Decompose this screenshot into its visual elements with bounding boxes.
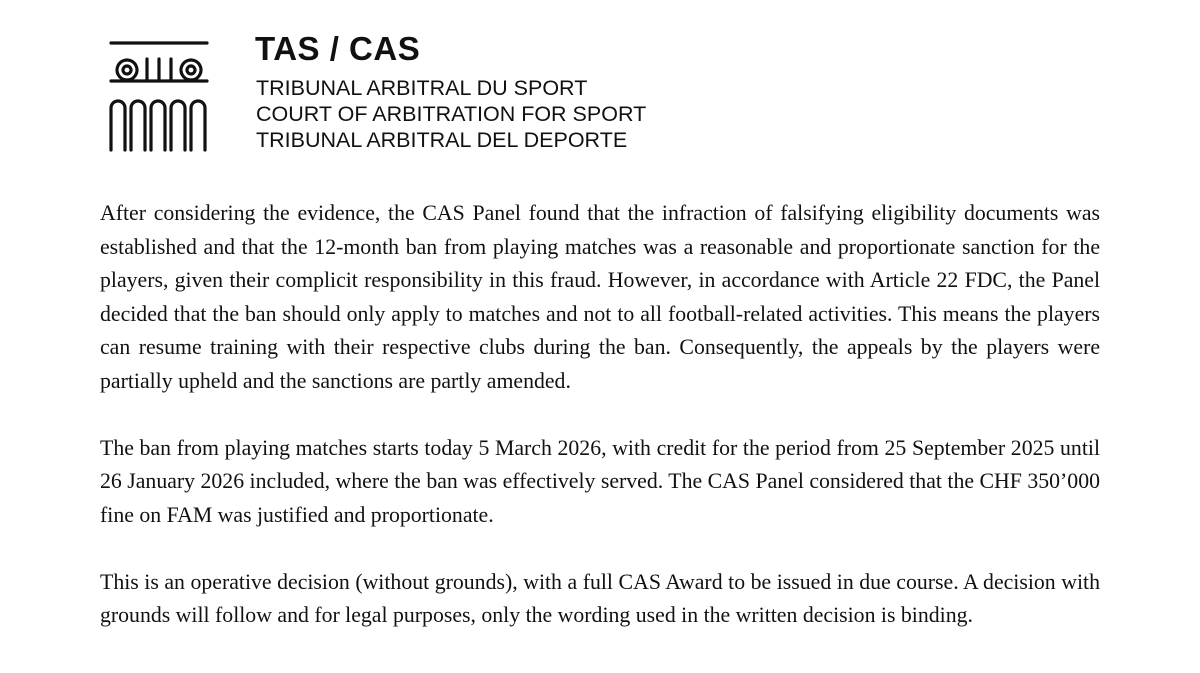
org-name-spanish: TRIBUNAL ARBITRAL DEL DEPORTE xyxy=(256,128,628,152)
org-title: TAS / CAS xyxy=(255,30,421,67)
cas-logo-icon xyxy=(107,40,211,152)
paragraph-operative-decision: This is an operative decision (without grounds), with a full CAS Award to be issued in due course. A decision with grounds will follow and for legal purposes, only the wording used in the written decision is binding. xyxy=(100,569,1100,627)
org-name-french: TRIBUNAL ARBITRAL DU SPORT xyxy=(256,76,588,100)
org-names xyxy=(256,75,646,153)
org-name-english: COURT OF ARBITRATION FOR SPORT xyxy=(256,102,647,126)
paragraph-findings: After considering the evidence, the CAS Panel found that the infraction of falsifying eligibility documents was established and that the 12-month ban from playing matches was a reasonable and proportionate sanction for the players, given their complicit responsibility in this fraud. However, in accordance with Article 22 FDC, the Panel decided that the ban should only apply to matches and not to all football-related activities. This means the players can resume training with their respective clubs during the ban. Consequently, the appeals by the players were partially upheld and the sanctions are partly amended. xyxy=(100,201,1100,393)
paragraph-ban-period: The ban from playing matches starts today 5 March 2026, with credit for the period from 25 September 2025 until 26 January 2026 included, where the ban was effectively served. The CAS Panel considered that the CHF 350’000 fine on FAM was justified and proportionate. xyxy=(100,435,1100,527)
decision-text xyxy=(100,197,1100,633)
